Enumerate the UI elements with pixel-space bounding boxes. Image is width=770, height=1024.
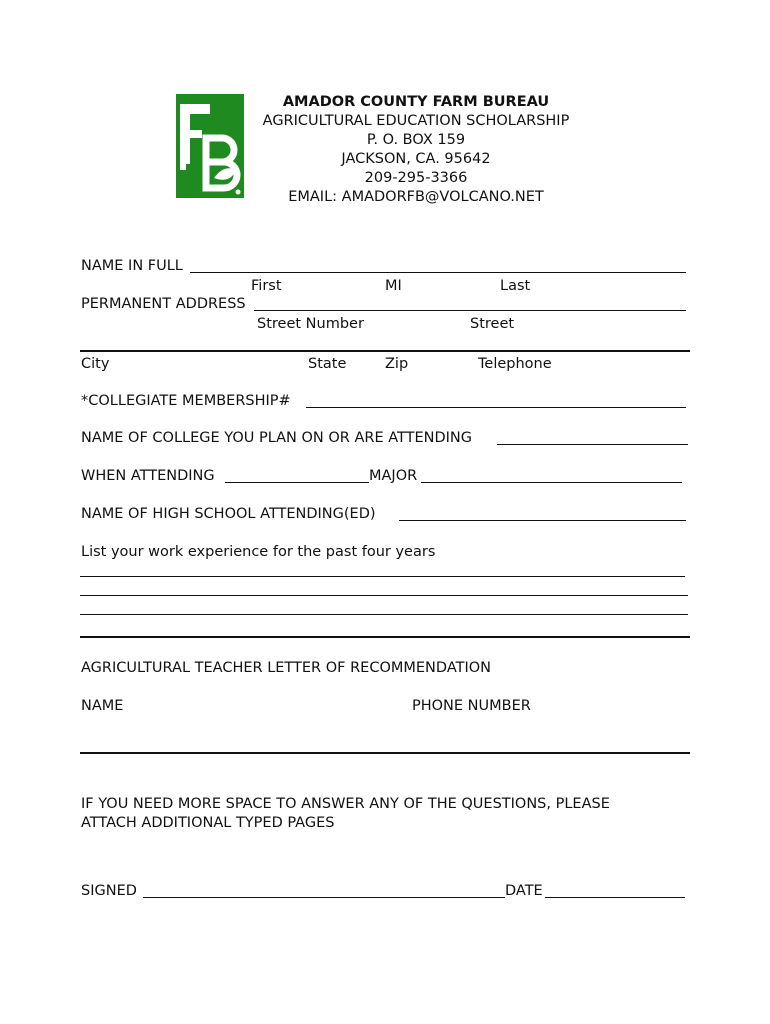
recommendation-heading: AGRICULTURAL TEACHER LETTER OF RECOMMENDATION [81, 660, 492, 676]
work-experience-line-2[interactable] [80, 595, 688, 596]
major-label: MAJOR [369, 468, 418, 484]
college-name-label: NAME OF COLLEGE YOU PLAN ON OR ARE ATTENDING [81, 430, 473, 446]
when-attending-label: WHEN ATTENDING [81, 468, 215, 484]
signed-label: SIGNED [81, 883, 137, 899]
farm-bureau-fb-logo-icon [176, 94, 244, 198]
when-attending-field[interactable] [225, 482, 369, 483]
permanent-address-field[interactable] [254, 310, 686, 311]
zip-caption: Zip [385, 356, 409, 372]
recommendation-name-caption: NAME [81, 698, 124, 714]
program-title: AGRICULTURAL EDUCATION SCHOLARSHIP [262, 113, 570, 129]
major-field[interactable] [421, 482, 682, 483]
name-in-full-field[interactable] [190, 272, 686, 273]
state-caption: State [308, 356, 347, 372]
signature-field[interactable] [143, 897, 505, 898]
work-experience-line-1[interactable] [80, 576, 685, 577]
collegiate-membership-label: *COLLEGIATE MEMBERSHIP# [81, 393, 291, 409]
first-name-caption: First [251, 278, 282, 294]
organization-name: AMADOR COUNTY FARM BUREAU [282, 94, 550, 110]
city-state-zip: JACKSON, CA. 95642 [341, 151, 491, 167]
farm-bureau-logo [176, 94, 244, 198]
work-experience-line-3[interactable] [80, 614, 688, 615]
recommendation-phone-caption: PHONE NUMBER [412, 698, 531, 714]
work-experience-label: List your work experience for the past four years [81, 544, 436, 560]
name-in-full-label: NAME IN FULL [81, 258, 183, 274]
more-space-note-line-2: ATTACH ADDITIONAL TYPED PAGES [81, 815, 335, 831]
last-name-caption: Last [500, 278, 531, 294]
street-caption: Street [470, 316, 515, 332]
work-experience-line-4[interactable] [80, 636, 690, 638]
high-school-label: NAME OF HIGH SCHOOL ATTENDING(ED) [81, 506, 376, 522]
recommendation-field[interactable] [80, 752, 690, 754]
collegiate-membership-field[interactable] [306, 407, 686, 408]
city-caption: City [81, 356, 110, 372]
email-address: EMAIL: AMADORFB@VOLCANO.NET [288, 189, 544, 205]
high-school-field[interactable] [399, 520, 686, 521]
more-space-note-line-1: IF YOU NEED MORE SPACE TO ANSWER ANY OF THE QUESTIONS, PLEASE [81, 796, 610, 812]
po-box: P. O. BOX 159 [366, 132, 466, 148]
college-name-field[interactable] [497, 444, 688, 445]
phone-number: 209-295-3366 [364, 170, 468, 186]
middle-initial-caption: MI [385, 278, 402, 294]
street-number-caption: Street Number [257, 316, 364, 332]
city-state-zip-field[interactable] [80, 350, 690, 352]
date-field[interactable] [545, 897, 685, 898]
date-label: DATE [505, 883, 543, 899]
permanent-address-label: PERMANENT ADDRESS [81, 296, 246, 312]
telephone-caption: Telephone [478, 356, 552, 372]
